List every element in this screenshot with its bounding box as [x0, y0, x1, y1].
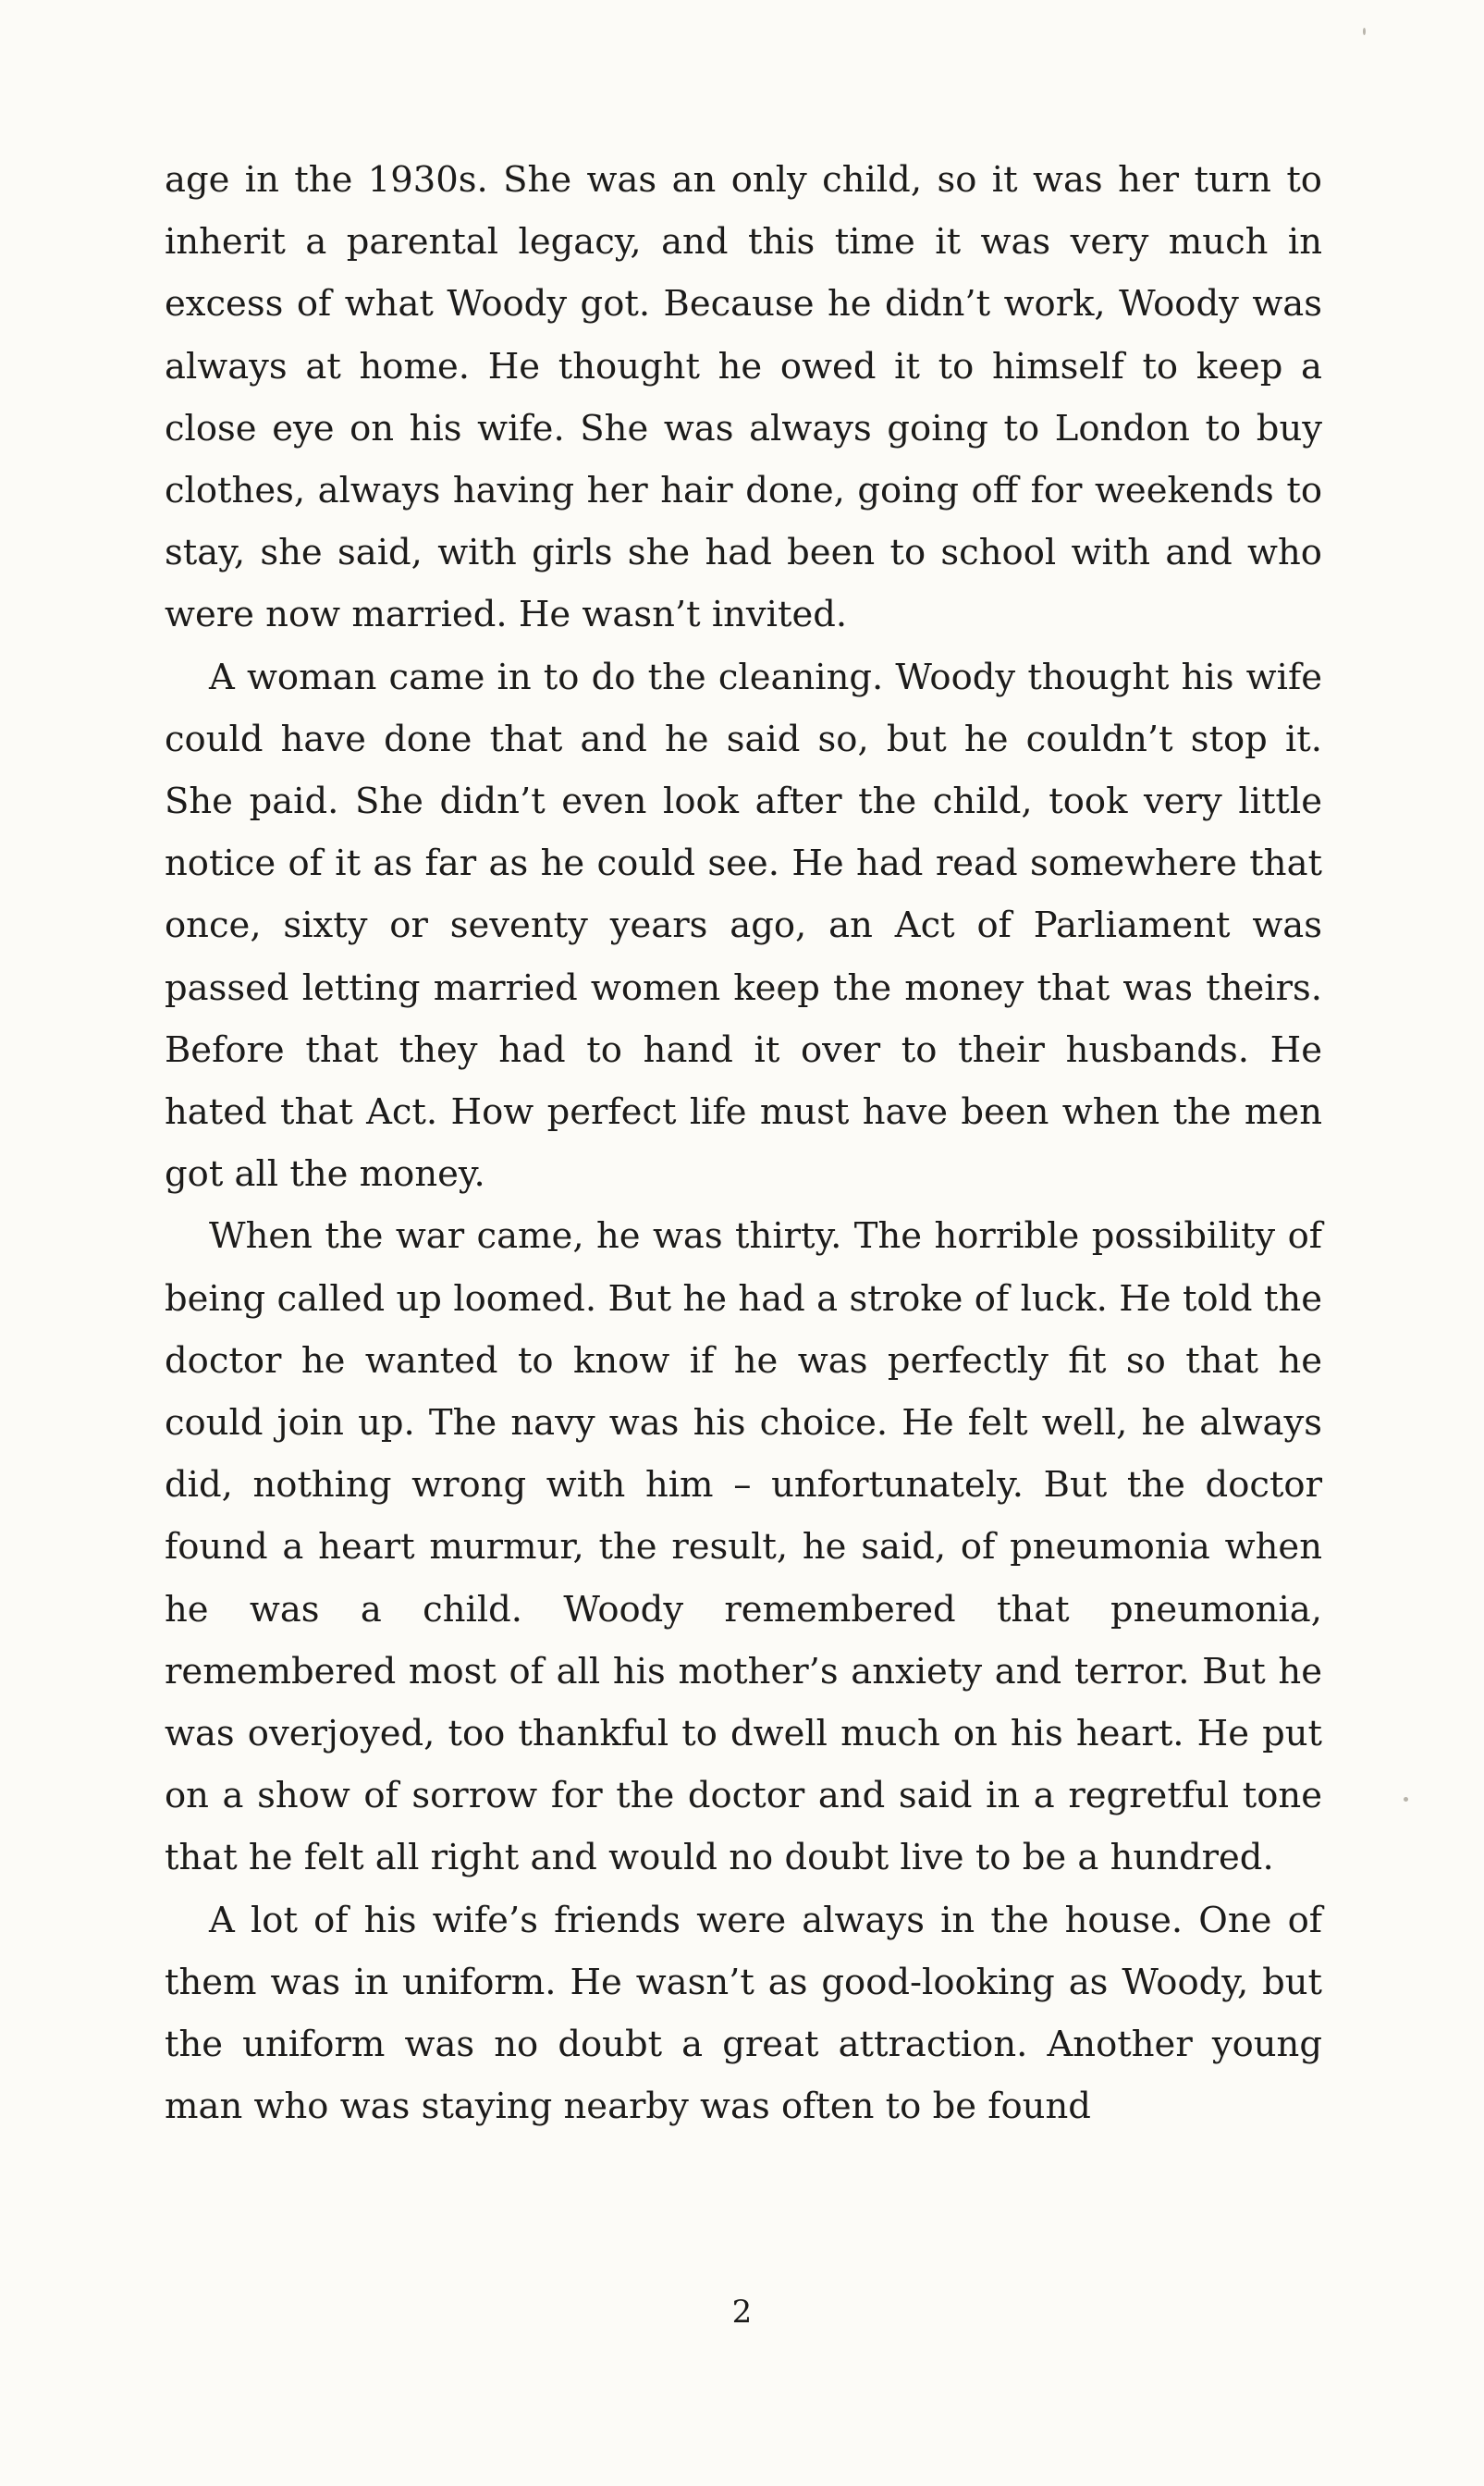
paragraph-1: age in the 1930s. She was an only child, so it was her turn to inherit a parental legacy, and this time it was very much in excess of what Woody got. Because he didn’t work, Woody was always at home. He thought he owed it to himself to keep a close eye on his wife. She was always going to London to buy clothes, always having her hair done, going off for weekends to stay, she said, with girls she had been to school with and who were now married. He wasn’t invited.	[165, 159, 1322, 636]
paper-speck	[1363, 28, 1366, 35]
paragraph-4: A lot of his wife’s friends were always in the house. One of them was in uniform. He wasn’t as good-looking as Woody, but the uniform was no doubt a great attraction. Another young man who was staying nearby was often to be found	[165, 1899, 1322, 2128]
page-number: 2	[731, 2294, 753, 2331]
paragraph-2: A woman came in to do the cleaning. Woody thought his wife could have done that and he said so, but he couldn’t stop it. She paid. She didn’t even look after the child, took very little notice of it as far as he could see. He had read somewhere that once, sixty or seventy years ago, an Act of Parliament was passed letting married women keep the money that was theirs. Before that they had to hand it over to their husbands. He hated that Act. How perfect life must have been when the men got all the money.	[165, 656, 1322, 1196]
paper-speck	[1404, 1797, 1408, 1802]
body-text	[165, 149, 1322, 2138]
paragraph-3: When the war came, he was thirty. The horrible possibility of being called up loomed. But he had a stroke of luck. He told the doctor he wanted to know if he was perfectly fit so that he could join up. The navy was his choice. He felt well, he always did, nothing wrong with him – unfortunately. But the doctor found a heart murmur, the result, he said, of pneumonia when he was a child. Woody remembered that pneumonia, remembered most of all his mother’s anxiety and terror. But he was overjoyed, too thankful to dwell much on his heart. He put on a show of sorrow for the doctor and said in a regretful tone that he felt all right and would no doubt live to be a hundred.	[165, 1215, 1322, 1879]
